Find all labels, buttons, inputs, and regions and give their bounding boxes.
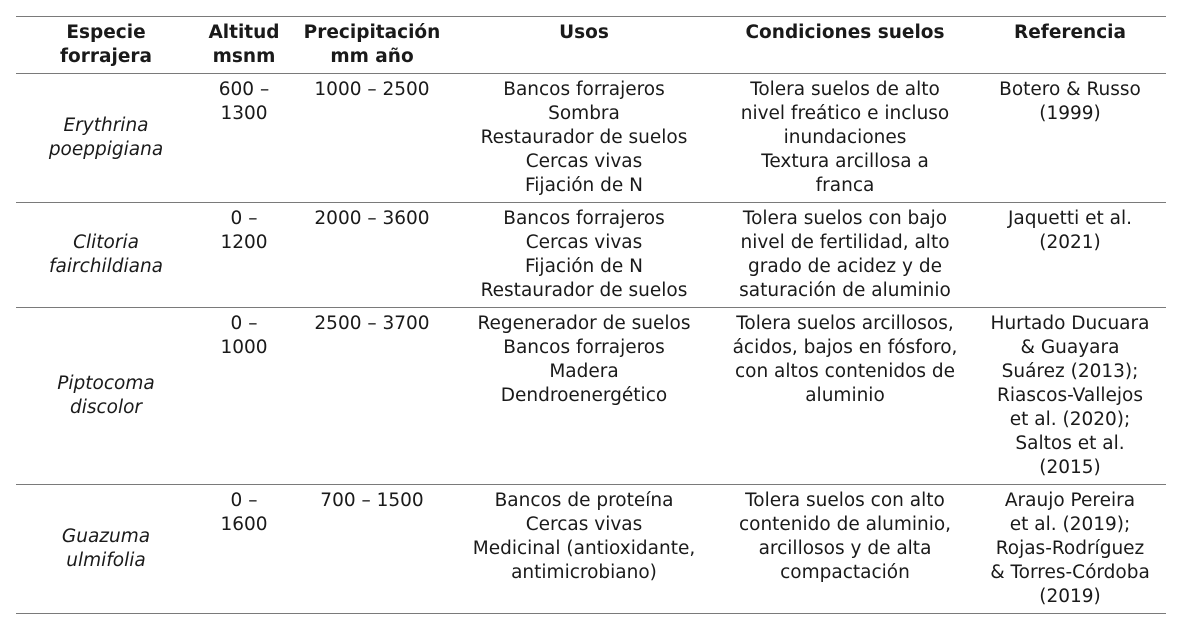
- altitude-cell: 0 – 1600: [220, 490, 268, 535]
- uses-cell: Bancos forrajeros Cercas vivas Fijación de N Restaurador de suelos: [480, 208, 688, 301]
- altitude-cell: 0 – 1000: [220, 313, 268, 358]
- reference-cell: Jaquetti et al. (2021): [1007, 208, 1133, 253]
- table-row: [16, 308, 1166, 485]
- uses-cell: Bancos forrajeros Sombra Restaurador de suelos Cercas vivas Fijación de N: [480, 79, 688, 196]
- uses-cell: Regenerador de suelos Bancos forrajeros Madera Dendroenergético: [477, 313, 691, 406]
- altitude-cell: 0 – 1200: [220, 208, 268, 253]
- uses-cell: Bancos de proteína Cercas vivas Medicinal (antioxidante, antimicrobiano): [472, 490, 696, 583]
- table-row: [16, 485, 1166, 614]
- soil-cell: Tolera suelos arcillosos, ácidos, bajos en fósforo, con altos contenidos de aluminio: [732, 313, 958, 406]
- soil-cell: Tolera suelos de alto nivel freático e incluso inundaciones Textura arcillosa a franca: [740, 79, 950, 196]
- header-reference: Referencia: [1013, 22, 1127, 43]
- table-row: [16, 74, 1166, 203]
- soil-cell: Tolera suelos con alto contenido de aluminio, arcillosos y de alta compactación: [738, 490, 952, 583]
- forage-species-table: [16, 16, 1166, 614]
- header-species: Especie forrajera: [60, 22, 152, 67]
- precipitation-cell: 2000 – 3600: [314, 208, 430, 229]
- header-uses: Usos: [559, 22, 609, 43]
- soil-cell: Tolera suelos con bajo nivel de fertilidad, alto grado de acidez y de saturación de aluminio: [739, 208, 951, 301]
- species-cell: Clitoria fairchildiana: [48, 232, 164, 277]
- precipitation-cell: 2500 – 3700: [314, 313, 430, 334]
- precipitation-cell: 700 – 1500: [320, 490, 424, 511]
- header-row: [16, 17, 1166, 74]
- header-precipitation: Precipitación mm año: [303, 22, 441, 67]
- species-cell: Erythrina poeppigiana: [48, 115, 164, 160]
- species-cell: Guazuma ulmifolia: [61, 526, 151, 571]
- species-cell: Piptocoma discolor: [57, 373, 155, 418]
- table-row: [16, 203, 1166, 308]
- reference-cell: Araujo Pereira et al. (2019); Rojas-Rodríguez & Torres-Córdoba (2019): [990, 490, 1150, 607]
- reference-cell: Hurtado Ducuara & Guayara Suárez (2013); Riascos-Vallejos et al. (2020); Saltos et al. (2015): [990, 313, 1150, 478]
- altitude-cell: 600 – 1300: [218, 79, 270, 124]
- precipitation-cell: 1000 – 2500: [314, 79, 430, 100]
- header-altitude: Altitud msnm: [208, 22, 280, 67]
- reference-cell: Botero & Russo (1999): [999, 79, 1141, 124]
- header-soil-conditions: Condiciones suelos: [745, 22, 945, 43]
